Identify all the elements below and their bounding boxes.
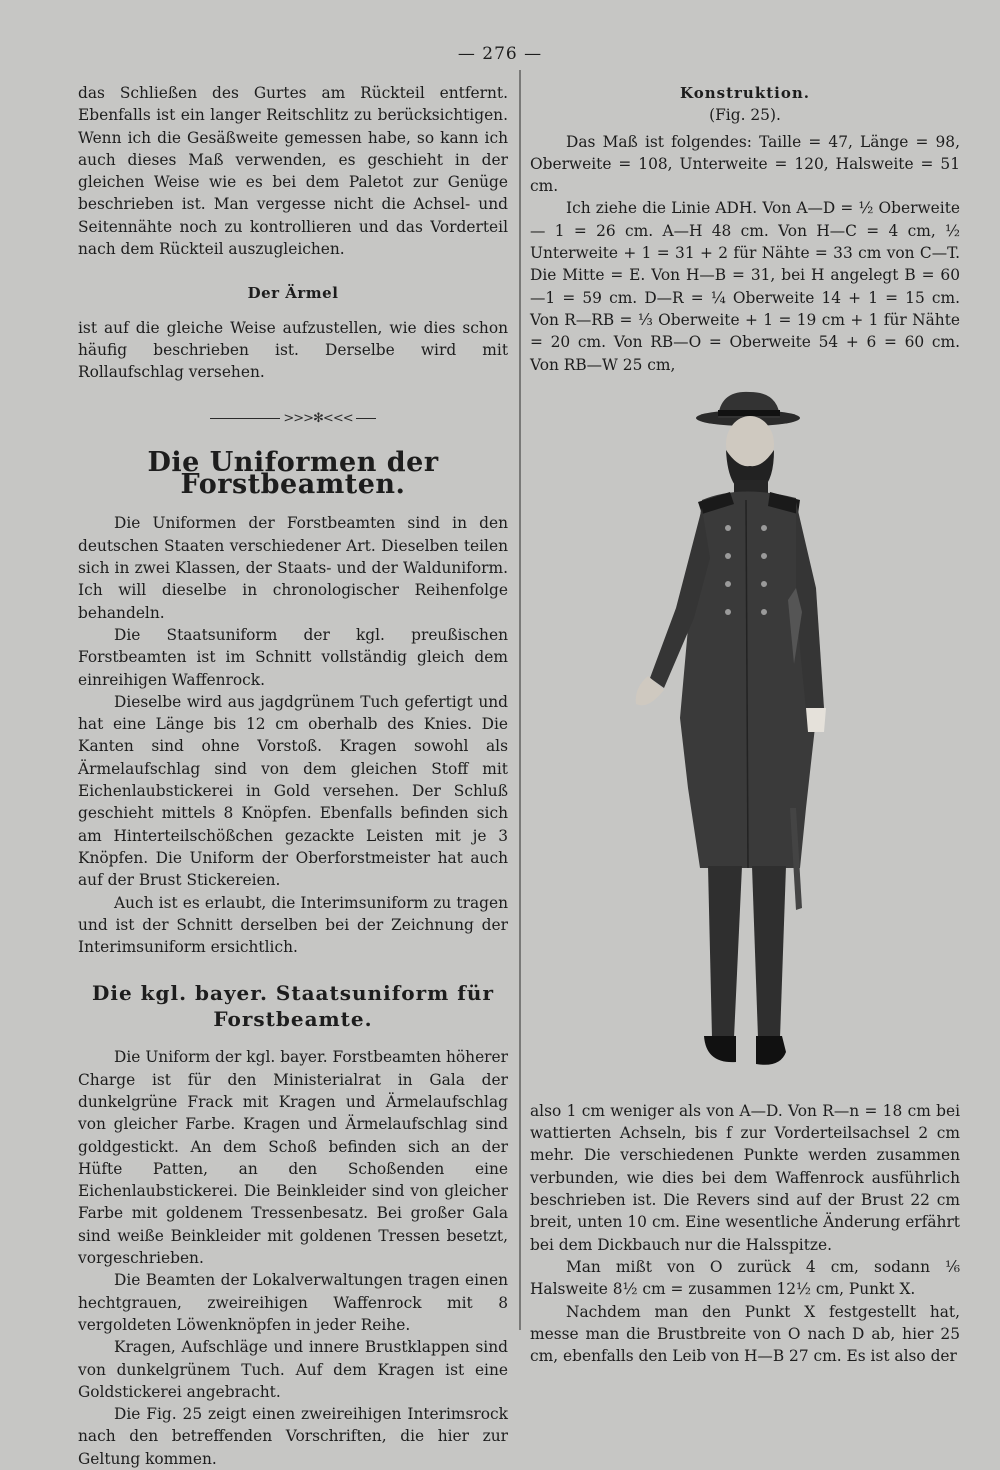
section-title: Die kgl. bayer. Staatsuniform für Forstbeamte. <box>92 981 494 1032</box>
paragraph: Kragen, Aufschläge und innere Brustklappen sind von dunkelgrünem Tuch. Auf dem Kragen ist eine Goldstickerei angebracht. <box>78 1338 508 1401</box>
paragraph: also 1 cm weniger als von A—D. Von R—n = 18 cm bei wattierten Achseln, bis f zur Vorderteilsachsel 2 cm mehr. Die verschiedenen Punkte werden zusammen verbunden, wie dies bei dem Waffenrock ausführlich beschrieben ist. Die Revers sind auf der Brust 22 cm breit, unten 10 cm. Eine wesentliche Änderung erfährt bei dem Dickbauch nur die Halsspitze. <box>530 1101 960 1254</box>
figure-reference: (Fig. 25). <box>709 106 781 125</box>
paragraph: Nachdem man den Punkt X festgestellt hat, messe man die Brustbreite von O nach D ab, hier 25 cm, ebenfalls den Leib von H—B 27 cm. Es ist also der <box>530 1302 960 1366</box>
ornament-divider: >>>✻<<< <box>78 408 508 430</box>
forester-illustration <box>610 388 870 1078</box>
page-number: — 276 — <box>457 44 543 64</box>
paragraph: Die Fig. 25 zeigt einen zweireihigen Interimsrock nach den betreffenden Vorschriften, die hier zur Geltung kommen. <box>78 1405 508 1468</box>
paragraph: Auch ist es erlaubt, die Interimsuniform zu tragen und ist der Schnitt derselben bei der Zeichnung der Interimsuniform ersichtlich. <box>78 893 508 957</box>
paragraph: ist auf die gleiche Weise aufzustellen, wie dies schon häufig beschrieben ist. Derselbe wird mit Rollaufschlag versehen. <box>78 318 508 382</box>
paragraph: Man mißt von O zurück 4 cm, sodann ⅙ Halsweite 8½ cm = zusammen 12½ cm, Punkt X. <box>530 1257 960 1299</box>
uniform-figure <box>530 388 960 1088</box>
paragraph: Ich ziehe die Linie ADH. Von A—D = ½ Oberweite — 1 = 26 cm. A—H 48 cm. Von H—C = 4 cm, ½ Unterweite + 1 = 31 + 2 für Nähte = 33 cm von C—T. Die Mitte = E. Von H—B = 31, bei H angelegt B = 60—1 = 59 cm. D—R = ¼ Oberweite 14 + 1 = 15 cm. Von R—RB = ⅓ Oberweite + 1 = 19 cm + 1 für Nähte = 20 cm. Von RB—O = Oberweite 54 + 6 = 60 cm. Von RB—W 25 cm, <box>530 199 960 374</box>
sleeve-heading: Der Ärmel <box>247 284 339 303</box>
paragraph: Dieselbe wird aus jagdgrünem Tuch gefertigt und hat eine Länge bis 12 cm oberhalb des Knies. Die Kanten sind ohne Vorstoß. Kragen sowohl als Ärmelaufschlag sind von dem gleichen Stoff mit Eichenlaubstickerei in Gold versehen. Der Schluß geschieht mittels 8 Knöpfen. Ebenfalls befinden sich am Hinterteilschößchen gezackte Leisten mit je 3 Knöpfen. Die Uniform der Oberforstmeister hat auch auf der Brust Stickereien. <box>78 692 508 890</box>
right-column <box>530 82 960 1367</box>
paragraph: das Schließen des Gurtes am Rückteil entfernt. Ebenfalls ist ein langer Reitschlitz zu berücksichtigen. Wenn ich die Gesäßweite gemessen habe, so kann ich auch dieses Maß verwenden, es geschieht in der gleichen Weise wie es bei dem Paletot zur Genüge beschrieben ist. Man vergesse nicht die Achsel- und Seitennähte noch zu kontrollieren und das Vorderteil nach dem Rückteil auszugleichen. <box>78 84 508 259</box>
construction-heading: Konstruktion. <box>680 84 810 102</box>
column-divider <box>519 70 521 1330</box>
paragraph: Die Staatsuniform der kgl. preußischen Forstbeamten ist im Schnitt vollständig gleich dem einreihigen Waffenrock. <box>78 625 508 689</box>
paragraph: Das Maß ist folgendes: Taille = 47, Länge = 98, Oberweite = 108, Unterweite = 120, Halsweite = 51 cm. <box>530 132 960 196</box>
paragraph: Die Uniformen der Forstbeamten sind in den deutschen Staaten verschiedener Art. Dieselben teilen sich in zwei Klassen, der Staats- und der Walduniform. Ich will dieselbe in chronologischer Reihenfolge behandeln. <box>78 514 508 622</box>
paragraph: Die Beamten der Lokalverwaltungen tragen einen hechtgrauen, zweireihigen Waffenrock mit 8 vergoldeten Löwenknöpfen in jeder Reihe. <box>78 1271 508 1334</box>
article-title: Die Uniformen der Forstbeamten. <box>147 446 439 501</box>
paragraph: Die Uniform der kgl. bayer. Forstbeamten höherer Charge ist für den Ministerialrat in Gala der dunkelgrüne Frack mit Kragen und Ärmelaufschlag von gleicher Farbe. Kragen und Ärmelaufschlag sind goldgestickt. An dem Schoß befinden sich an der Hüfte Patten, an den Schoßenden eine Eichenlaubstickerei. Die Beinkleider sind von gleicher Farbe mit goldenem Tressenbesatz. Bei großer Gala sind weiße Beinkleider mit goldenen Tressen besetzt, vorgeschrieben. <box>78 1048 508 1268</box>
left-column <box>78 82 508 1470</box>
